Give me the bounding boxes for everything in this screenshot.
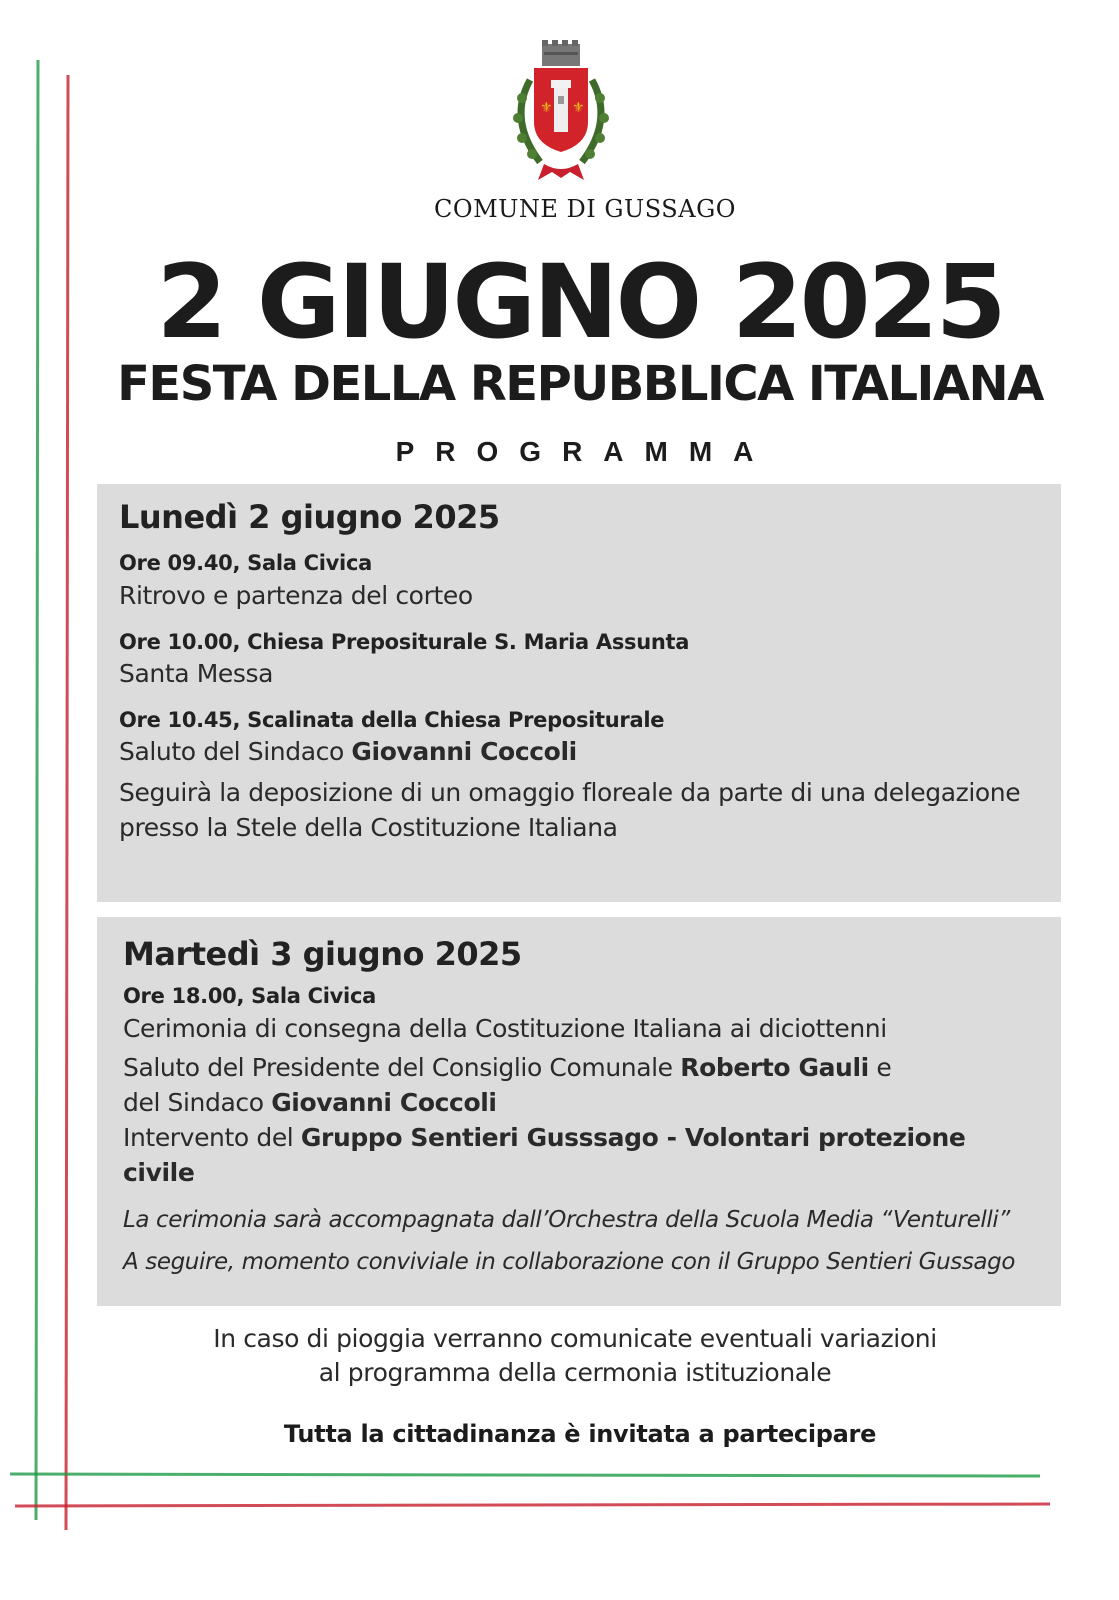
floral-tribute-line1: Seguirà la deposizione di un omaggio floreale da parte di una delegazione xyxy=(119,778,1021,808)
rain-notice-line2: al programma della cermonia istituzionale xyxy=(318,1357,832,1387)
rain-notice-line1: In caso di pioggia verranno comunicate eventuali variazioni xyxy=(213,1324,937,1353)
page-title: 2 GIUGNO 2025 xyxy=(156,243,1004,362)
page-subtitle: FESTA DELLA REPUBBLICA ITALIANA xyxy=(117,356,1043,412)
day1-section xyxy=(97,484,1061,902)
president-name: Roberto Gauli xyxy=(680,1052,869,1082)
rain-notice xyxy=(0,1322,1119,1390)
svg-text:⚜: ⚜ xyxy=(571,100,585,116)
event-time-location: Ore 10.45, Scalinata della Chiesa Prepositurale xyxy=(119,707,665,732)
event-time-location: Ore 18.00, Sala Civica xyxy=(123,984,376,1009)
green-vertical-stroke xyxy=(36,60,38,1520)
convivial-note: A seguire, momento conviviale in collaborazione con il Gruppo Sentieri Gussago xyxy=(123,1248,1016,1275)
programma-heading: PROGRAMMA xyxy=(395,436,775,467)
intervention-line xyxy=(123,1120,1041,1190)
coat-of-arms-icon xyxy=(500,40,620,185)
red-vertical-stroke xyxy=(66,75,68,1530)
president-greeting xyxy=(123,1050,1041,1085)
greeting-suffix: e xyxy=(868,1052,892,1082)
floral-tribute-line2: presso la Stele della Costituzione Italiana xyxy=(119,813,618,843)
intervention-prefix: Intervento del xyxy=(123,1122,301,1152)
red-horizontal-stroke xyxy=(15,1504,1050,1506)
ceremony-description: Cerimonia di consegna della Costituzione Italiana ai diciottenni xyxy=(123,1013,887,1043)
day2-section xyxy=(97,917,1061,1306)
mayor-greeting xyxy=(123,1085,1041,1120)
green-horizontal-stroke xyxy=(10,1474,1040,1476)
svg-text:⚜: ⚜ xyxy=(539,100,553,116)
event-time-location: Ore 10.00, Chiesa Prepositurale S. Maria Assunta xyxy=(119,629,690,654)
emblem-container xyxy=(0,40,1119,185)
event-description xyxy=(119,734,1041,769)
day1-title: Lunedì 2 giugno 2025 xyxy=(119,498,500,536)
mayor-name: Giovanni Coccoli xyxy=(351,737,577,767)
orchestra-note: La cerimonia sarà accompagnata dall’Orchestra della Scuola Media “Venturelli” xyxy=(123,1206,1010,1233)
event-description: Santa Messa xyxy=(119,658,274,688)
greeting-prefix: Saluto del Presidente del Consiglio Comunale xyxy=(123,1052,681,1082)
event-time-location: Ore 09.40, Sala Civica xyxy=(119,551,372,576)
greeting-prefix: del Sindaco xyxy=(123,1087,272,1117)
mayor-name: Giovanni Coccoli xyxy=(271,1087,497,1117)
group-name: Gruppo Sentieri Gusssago - Volontari protezione civile xyxy=(123,1122,966,1187)
invitation-text: Tutta la cittadinanza è invitata a partecipare xyxy=(283,1420,877,1448)
day2-title: Martedì 3 giugno 2025 xyxy=(123,935,522,973)
event-description: Ritrovo e partenza del corteo xyxy=(119,580,473,610)
greeting-prefix: Saluto del Sindaco xyxy=(119,737,352,767)
comune-name: COMUNE DI GUSSAGO xyxy=(434,195,736,223)
